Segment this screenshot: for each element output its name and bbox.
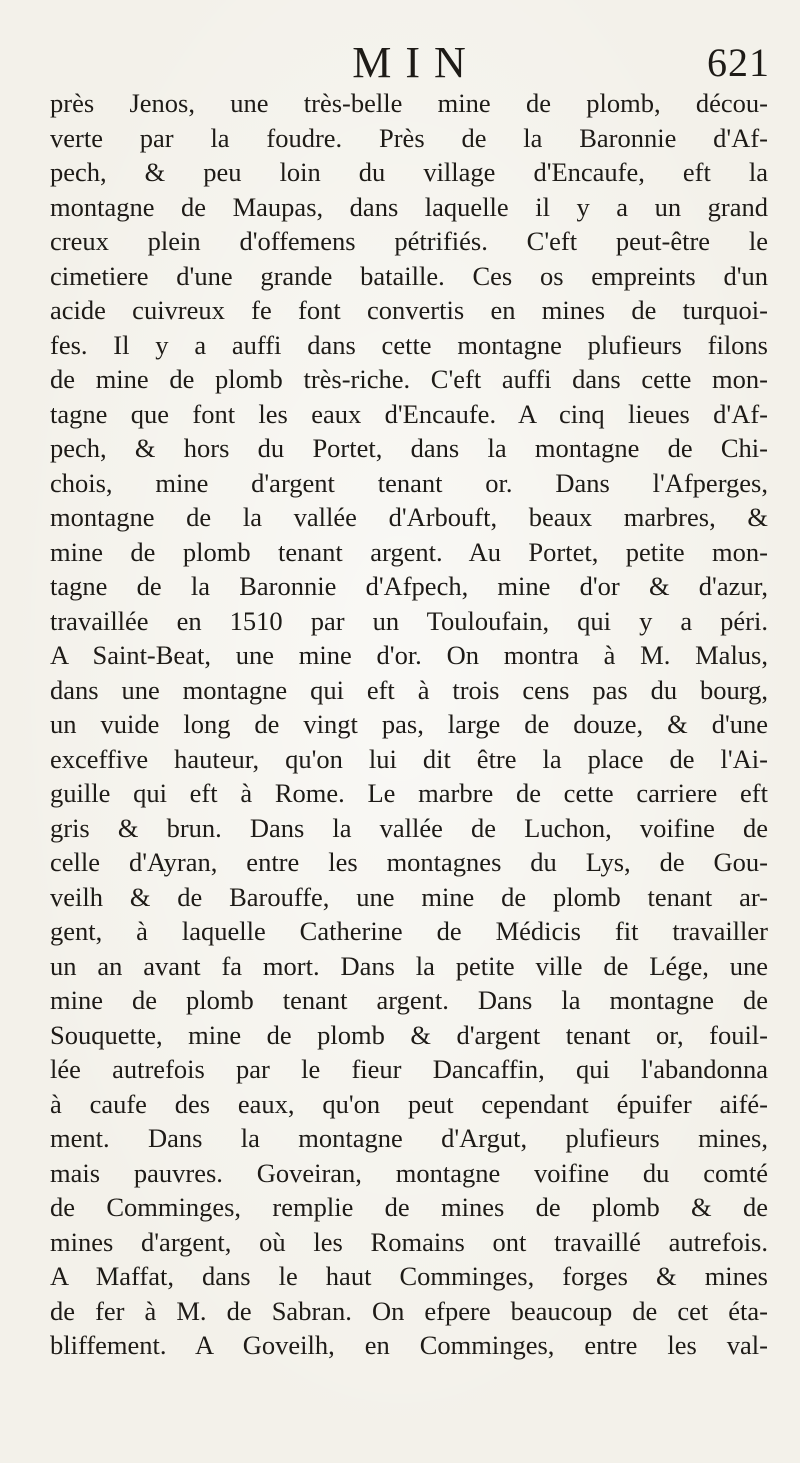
text-line: verte par la foudre. Près de la Baronnie d'Af-	[50, 122, 768, 153]
page-number: 621	[707, 40, 770, 85]
text-line: fes. Il y a auffi dans cette montagne plufieurs filons	[50, 329, 768, 360]
text-line: tagne que font les eaux d'Encaufe. A cinq lieues d'Af-	[50, 398, 768, 429]
text-line: mais pauvres. Goveiran, montagne voifine du comté	[50, 1157, 768, 1188]
text-line: montagne de Maupas, dans laquelle il y a un grand	[50, 191, 768, 222]
text-line: montagne de la vallée d'Arbouft, beaux marbres, &	[50, 502, 768, 532]
text-line: tagne de la Baronnie d'Afpech, mine d'or & d'azur,	[50, 571, 768, 601]
text-line: mines d'argent, où les Romains ont travaillé autrefois.	[50, 1226, 768, 1257]
text-line: acide cuivreux fe font convertis en mines de turquoi-	[50, 295, 768, 325]
running-head-title: MIN	[352, 38, 480, 87]
text-line: mine de plomb tenant argent. Au Portet, petite mon-	[50, 536, 768, 567]
text-line: pech, & peu loin du village d'Encaufe, eft la	[50, 157, 768, 187]
text-line: un an avant fa mort. Dans la petite ville de Lége, une	[50, 950, 768, 981]
text-line: guille qui eft à Rome. Le marbre de cette carriere eft	[50, 778, 768, 808]
text-line: creux plein d'offemens pétrifiés. C'eft peut-être le	[50, 226, 768, 256]
text-line: bliffement. A Goveilh, en Comminges, entre les val-	[50, 1330, 768, 1360]
text-line: gent, à laquelle Catherine de Médicis fit travailler	[50, 916, 768, 946]
text-line: travaillée en 1510 par un Touloufain, qui y a péri.	[50, 605, 768, 636]
text-line: de fer à M. de Sabran. On efpere beaucoup de cet éta-	[50, 1295, 768, 1326]
text-line: cimetiere d'une grande bataille. Ces os empreints d'un	[50, 260, 768, 291]
text-line: dans une montagne qui eft à trois cens pas du bourg,	[50, 674, 768, 705]
text-line: veilh & de Barouffe, une mine de plomb tenant ar-	[50, 881, 768, 912]
text-line: mine de plomb tenant argent. Dans la montagne de	[50, 985, 768, 1015]
text-line: ment. Dans la montagne d'Argut, plufieurs mines,	[50, 1123, 768, 1153]
text-line: exceffive hauteur, qu'on lui dit être la place de l'Ai-	[50, 743, 768, 774]
text-line: A Saint-Beat, une mine d'or. On montra à M. Malus,	[50, 640, 768, 670]
text-line: à caufe des eaux, qu'on peut cependant épuifer aifé-	[50, 1088, 768, 1119]
text-line: un vuide long de vingt pas, large de douze, & d'une	[50, 709, 768, 739]
text-line: A Maffat, dans le haut Comminges, forges & mines	[50, 1261, 768, 1291]
text-line: de Comminges, remplie de mines de plomb & de	[50, 1192, 768, 1222]
text-line: Souquette, mine de plomb & d'argent tenant or, fouil-	[50, 1019, 768, 1050]
running-head	[48, 38, 770, 88]
text-line: de mine de plomb très-riche. C'eft auffi dans cette mon-	[50, 364, 768, 394]
text-line: lée autrefois par le fieur Dancaffin, qui l'abandonna	[50, 1054, 768, 1084]
text-line: près Jenos, une très-belle mine de plomb, décou-	[50, 88, 768, 118]
body-text	[50, 86, 768, 1363]
text-line: gris & brun. Dans la vallée de Luchon, voifine de	[50, 812, 768, 843]
text-line: celle d'Ayran, entre les montagnes du Lys, de Gou-	[50, 847, 768, 877]
text-line: pech, & hors du Portet, dans la montagne de Chi-	[50, 433, 768, 463]
text-line: chois, mine d'argent tenant or. Dans l'Afperges,	[50, 467, 768, 498]
